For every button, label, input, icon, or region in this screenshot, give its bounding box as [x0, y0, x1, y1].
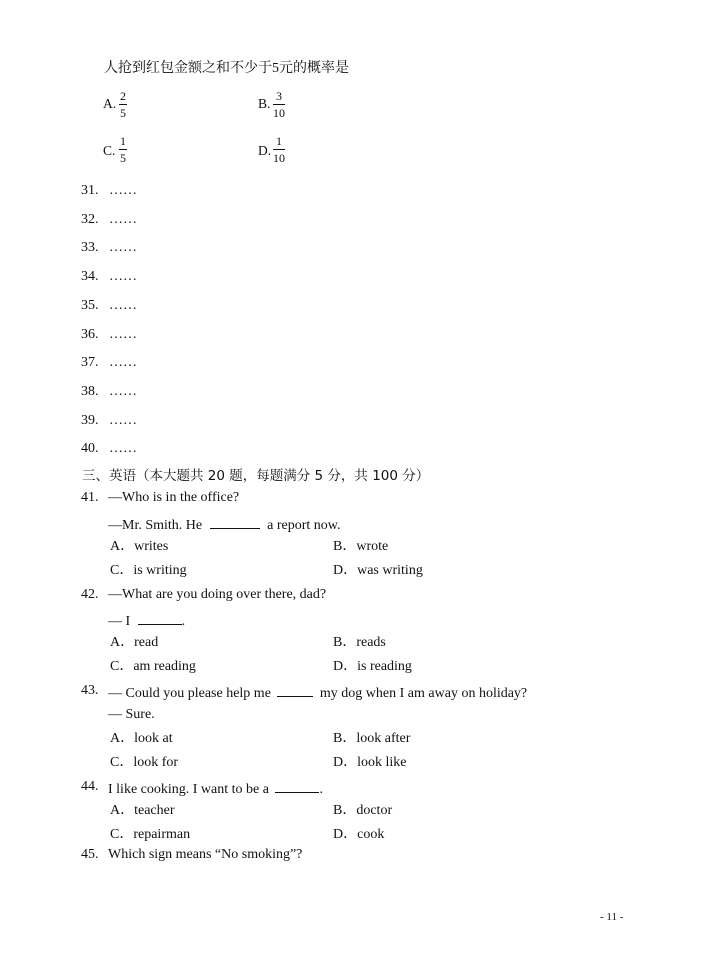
option: A．look at	[110, 731, 173, 746]
placeholder-number: 32.	[81, 211, 99, 227]
option: C．am reading	[110, 659, 196, 674]
option: D．is reading	[333, 659, 412, 674]
option: C．look for	[110, 755, 179, 770]
option-label: A.	[103, 96, 117, 111]
question-line: — Sure.	[108, 707, 155, 722]
answer-blank	[277, 684, 313, 697]
section-heading: 三、英语（本大题共 20 题，每题满分 5 分，共 100 分）	[82, 468, 430, 484]
fraction	[119, 90, 127, 119]
placeholder-number: 36.	[81, 326, 99, 342]
fraction	[273, 90, 285, 119]
placeholder-number: 35.	[81, 297, 99, 313]
placeholder-number: 33.	[81, 240, 99, 256]
option: A．read	[110, 635, 159, 650]
option: B．reads	[333, 635, 386, 650]
question-stem: 人抢到红包金额之和不少于5元的概率是	[104, 61, 349, 76]
numerator: 2	[120, 89, 126, 103]
denominator: 10	[273, 106, 285, 120]
denominator: 5	[120, 151, 126, 165]
text: my dog when I am away on holiday?	[319, 686, 528, 701]
option: B．wrote	[333, 539, 389, 554]
denominator: 5	[120, 106, 126, 120]
text: — Could you please help me	[108, 686, 271, 701]
question-line	[108, 516, 340, 533]
placeholder-number: 37.	[81, 355, 99, 371]
question-line	[108, 780, 323, 797]
placeholder-number: 39.	[81, 412, 99, 428]
question-number: 42.	[81, 587, 99, 602]
placeholder-number: 34.	[81, 269, 99, 285]
option: B．doctor	[333, 803, 393, 818]
placeholder-dots: ……	[109, 269, 137, 285]
placeholder-dots: ……	[109, 383, 137, 399]
text: — I	[108, 614, 131, 629]
denominator: 10	[273, 151, 285, 165]
placeholder-dots: ……	[109, 211, 137, 227]
numerator: 1	[276, 134, 282, 148]
placeholder-dots: ……	[109, 326, 137, 342]
placeholder-number: 38.	[81, 383, 99, 399]
option: C．repairman	[110, 827, 191, 842]
text: .	[319, 782, 323, 797]
placeholder-dots: ……	[109, 355, 137, 371]
option: B．look after	[333, 731, 411, 746]
text: .	[181, 614, 186, 629]
option-label: D.	[258, 143, 272, 158]
question-number: 44.	[81, 779, 99, 794]
answer-blank	[275, 780, 319, 793]
option: C．is writing	[110, 563, 187, 578]
question-line: —What are you doing over there, dad?	[108, 587, 327, 602]
question-number: 45.	[81, 847, 99, 862]
question-line: Which sign means “No smoking”?	[108, 847, 303, 862]
fraction	[273, 135, 285, 164]
option-label: C.	[103, 143, 116, 158]
option: D．cook	[333, 827, 385, 842]
placeholder-dots: ……	[109, 183, 137, 198]
question-number: 43.	[81, 683, 99, 698]
placeholder-number: 31.	[81, 183, 99, 198]
option: D．was writing	[333, 563, 423, 578]
option-label: B.	[258, 96, 271, 111]
placeholder-dots: ……	[109, 240, 137, 256]
placeholder-number: 40.	[81, 441, 99, 457]
option: A．writes	[110, 539, 169, 554]
numerator: 3	[276, 89, 282, 103]
text: a report now.	[267, 518, 341, 533]
text: I like cooking. I want to be a	[108, 782, 269, 797]
fraction	[119, 135, 127, 164]
question-line	[108, 684, 527, 701]
option: D．look like	[333, 755, 407, 770]
answer-blank	[210, 516, 260, 529]
answer-blank	[138, 612, 182, 625]
placeholder-dots: ……	[109, 412, 137, 428]
numerator: 1	[120, 134, 126, 148]
text: —Mr. Smith. He	[108, 518, 203, 533]
placeholder-dots: ……	[109, 441, 137, 457]
question-number: 41.	[81, 490, 99, 505]
page-number: - 11 -	[600, 911, 624, 923]
option: A．teacher	[110, 803, 175, 818]
placeholder-dots: ……	[109, 297, 137, 313]
question-line	[108, 612, 185, 629]
question-line: —Who is in the office?	[108, 490, 240, 505]
